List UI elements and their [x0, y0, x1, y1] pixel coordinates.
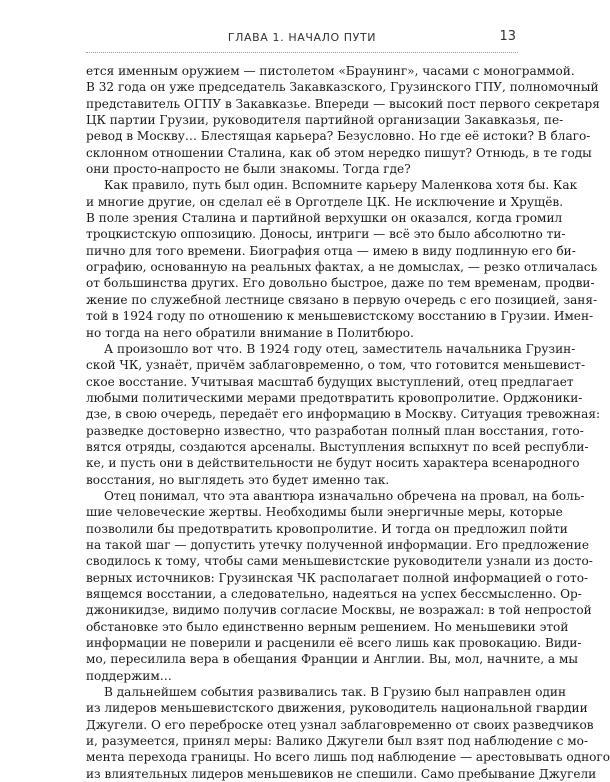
- text-line: из влиятельных лидеров меньшевиков не спешили. Само пребывание Джугели: [86, 766, 597, 781]
- text-line: мо, пересилила вера в обещания Франции и Англии. Вы, мол, начните, а мы: [86, 652, 579, 667]
- text-line: они просто-напросто не были знакомы. Тогда где?: [86, 162, 411, 177]
- text-line: А произошло вот что. В 1924 году отец, заместитель начальника Грузин-: [104, 341, 576, 356]
- page-header: [86, 31, 518, 51]
- text-line: мента перехода границы. Но всего лишь под наблюдение — арестовывать одного: [86, 750, 610, 765]
- text-line: пично для того времени. Биография отца — имею в виду подлинную его би-: [86, 243, 576, 258]
- text-line: ется именным оружием — пистолетом «Браунинг», часами с монограммой.: [86, 64, 575, 78]
- header-rule: [86, 52, 518, 53]
- text-line: представитель ОГПУ в Закавказье. Впереди — высокий пост первого секретаря: [86, 96, 600, 111]
- text-line: из лидеров меньшевистского движения, руководитель национальной гвардии: [86, 701, 588, 716]
- paragraph: [86, 177, 598, 340]
- text-line: склонном отношении Сталина, как об этом нередко пишут? Отнюдь, в те годы: [86, 145, 592, 160]
- text-line: восстания, но выглядеть это будет именно так.: [86, 472, 390, 487]
- text-line: разведке достоверно известно, что разработан полный план восстания, гото-: [86, 423, 584, 438]
- text-line: и многие другие, он сделал её в Орготделе ЦК. Не исключение и Хрущёв.: [86, 194, 564, 209]
- paragraph: [86, 684, 610, 782]
- text-line: обстановке это было единственно верным решением. Но меньшевики этой: [86, 619, 569, 634]
- text-line: Отец понимал, что эта авантюра изначально обречена на провал, на боль-: [104, 488, 585, 503]
- text-line: вящемся восстании, а следовательно, надеяться на успех бессмысленно. Ор-: [86, 587, 582, 601]
- text-line: жение по служебной лестнице связано в первую очередь с его позицией, заня-: [86, 292, 598, 307]
- text-line: В дальнейшем события развивались так. В Грузию был направлен один: [104, 685, 567, 700]
- text-line: ревод в Москву… Блестящая карьера? Безусловно. Но где её истоки? В благо-: [86, 129, 591, 144]
- text-line: вятся отряды, создаются арсеналы. Выступления вспыхнут по всей республи-: [86, 439, 589, 454]
- text-line: информации не поверили и расценили её всего лишь как провокацию. Види-: [86, 636, 582, 651]
- text-line: от большинства других. Его довольно быстрое, даже по тем временам, продви-: [86, 276, 595, 291]
- text-line: ской ЧК, узнаёт, причём заблаговременно, о том, что готовится меньшевист-: [86, 358, 586, 373]
- paragraph: [86, 488, 593, 684]
- text-line: сводилось к тому, чтобы сами меньшевистские руководители узнали из досто-: [86, 554, 593, 569]
- text-line: В 32 года он уже председатель Закавказского, Грузинского ГПУ, полномочный: [86, 80, 599, 95]
- text-line: Джугели. О его переброске отец узнал заблаговременно от своих разведчиков: [86, 717, 594, 732]
- page-number: 13: [499, 29, 516, 44]
- text-line: и, разумеется, принял меры: Валико Джугели был взят под наблюдение с мо-: [86, 734, 589, 749]
- text-line: той в 1924 году по отношению к меньшевистскому восстанию в Грузии. Имен-: [86, 309, 594, 324]
- text-line: троцкистскую оппозицию. Доносы, интриги — всё это было абсолютно ти-: [86, 227, 566, 242]
- text-line: ографию, основанную на реальных фактах, а не домыслах, — резко отличалась: [86, 260, 598, 275]
- body-text: [86, 63, 610, 782]
- text-line: на такой шаг — допустить утечку полученной информации. Его предложение: [86, 537, 589, 552]
- text-line: В поле зрения Сталина и партийной верхушки он оказался, когда громил: [86, 211, 563, 226]
- text-line: поддержим…: [86, 668, 172, 683]
- text-line: дзе, в свою очередь, передаёт его информацию в Москву. Ситуация тревожная:: [86, 407, 601, 422]
- text-line: ке, и пусть они в действительности не будут носить характера всенародного: [86, 456, 580, 471]
- text-line: ское восстание. Учитывая масштаб будущих выступлений, отец предлагает: [86, 374, 574, 389]
- paragraph: [86, 63, 600, 177]
- text-line: верных источников: Грузинская ЧК располагает полной информацией о гото-: [86, 570, 589, 585]
- text-line: джоникидзе, видимо получив согласие Москвы, не возражал: в той непростой: [86, 603, 592, 618]
- text-line: шие человеческие жертвы. Необходимы были энергичные меры, которые: [86, 505, 563, 520]
- text-line: Как правило, путь был один. Вспомните карьеру Маленкова хотя бы. Как: [104, 178, 578, 193]
- text-line: но тогда на него обратили внимание в Политбюро.: [86, 325, 414, 340]
- text-line: любыми политическими мерами предотвратить кровопролитие. Орджоники-: [86, 390, 583, 405]
- text-line: ЦК партии Грузии, руководителя партийной организации Закавказья, пе-: [86, 113, 564, 128]
- running-title: ГЛАВА 1. НАЧАЛО ПУТИ: [227, 31, 377, 44]
- text-line: позволили бы предотвратить кровопролитие. И тогда он предложил пойти: [86, 521, 568, 536]
- paragraph: [86, 341, 601, 488]
